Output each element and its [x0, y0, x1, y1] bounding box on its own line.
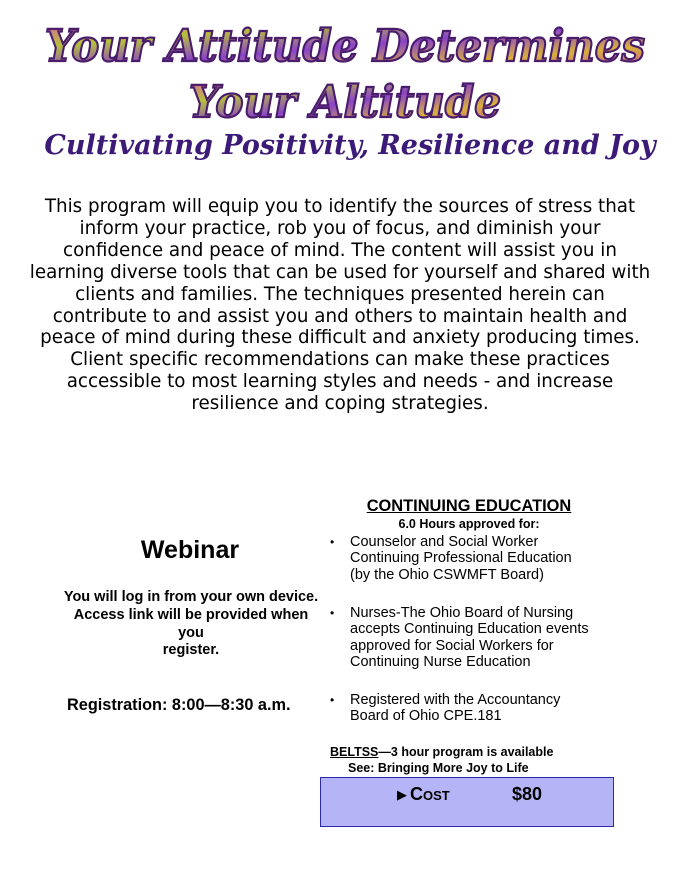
- ce-item-text: Nurses-The Ohio Board of Nursing accepts Continuing Education events approved for Social Workers for Continuing Nurse Education: [350, 605, 589, 670]
- beltss-text: —3 hour program is available: [378, 745, 554, 759]
- headline-line2: Your Altitude: [189, 77, 501, 128]
- program-description: This program will equip you to identify the sources of stress that inform your practice, rob you of focus, and diminish your confidence and peace of mind. The content will assist you in learning diverse tools that can be used for yourself and shared with clients and families. The techniques presented herein can contribute to and assist you and others to maintain health and peace of mind during these difficult and anxiety producing times. Client specific recommendations can make these practices accessible to most learning styles and needs - and increase resilience and coping strategies.: [29, 196, 651, 415]
- continuing-education-heading: CONTINUING EDUCATION: [366, 497, 572, 515]
- beltss-label: BELTSS: [330, 745, 379, 759]
- headline-artwork: [0, 6, 681, 130]
- ce-list-item: [330, 605, 630, 673]
- headline-line1: Your Attitude Determines: [45, 21, 645, 72]
- registration-time: Registration: 8:00—8:30 a.m.: [67, 696, 291, 714]
- ce-item-text: Counselor and Social Worker Continuing Professional Education (by the Ohio CSWMFT Board): [350, 534, 572, 583]
- bullet-icon: •: [330, 693, 335, 707]
- bullet-icon: •: [330, 535, 335, 549]
- ce-list-item: [330, 534, 630, 586]
- beltss-note: [330, 745, 620, 759]
- webinar-heading: Webinar: [140, 536, 240, 564]
- play-arrow-icon: ▶: [397, 787, 407, 802]
- ce-item-text: Registered with the Accountancy Board of Ohio CPE.181: [350, 692, 561, 725]
- cost-label: Cost: [410, 784, 450, 804]
- bullet-icon: •: [330, 606, 335, 620]
- login-note: You will log in from your own device. Access link will be provided when you register.: [63, 589, 319, 659]
- ce-list-item: [330, 692, 630, 728]
- page-subtitle: Cultivating Positivity, Resilience and Joy: [44, 130, 656, 161]
- cost-price: $80: [512, 784, 543, 804]
- ce-hours-approved: 6.0 Hours approved for:: [398, 517, 540, 531]
- cost-box: [320, 777, 614, 827]
- see-reference: See: Bringing More Joy to Life: [348, 761, 529, 775]
